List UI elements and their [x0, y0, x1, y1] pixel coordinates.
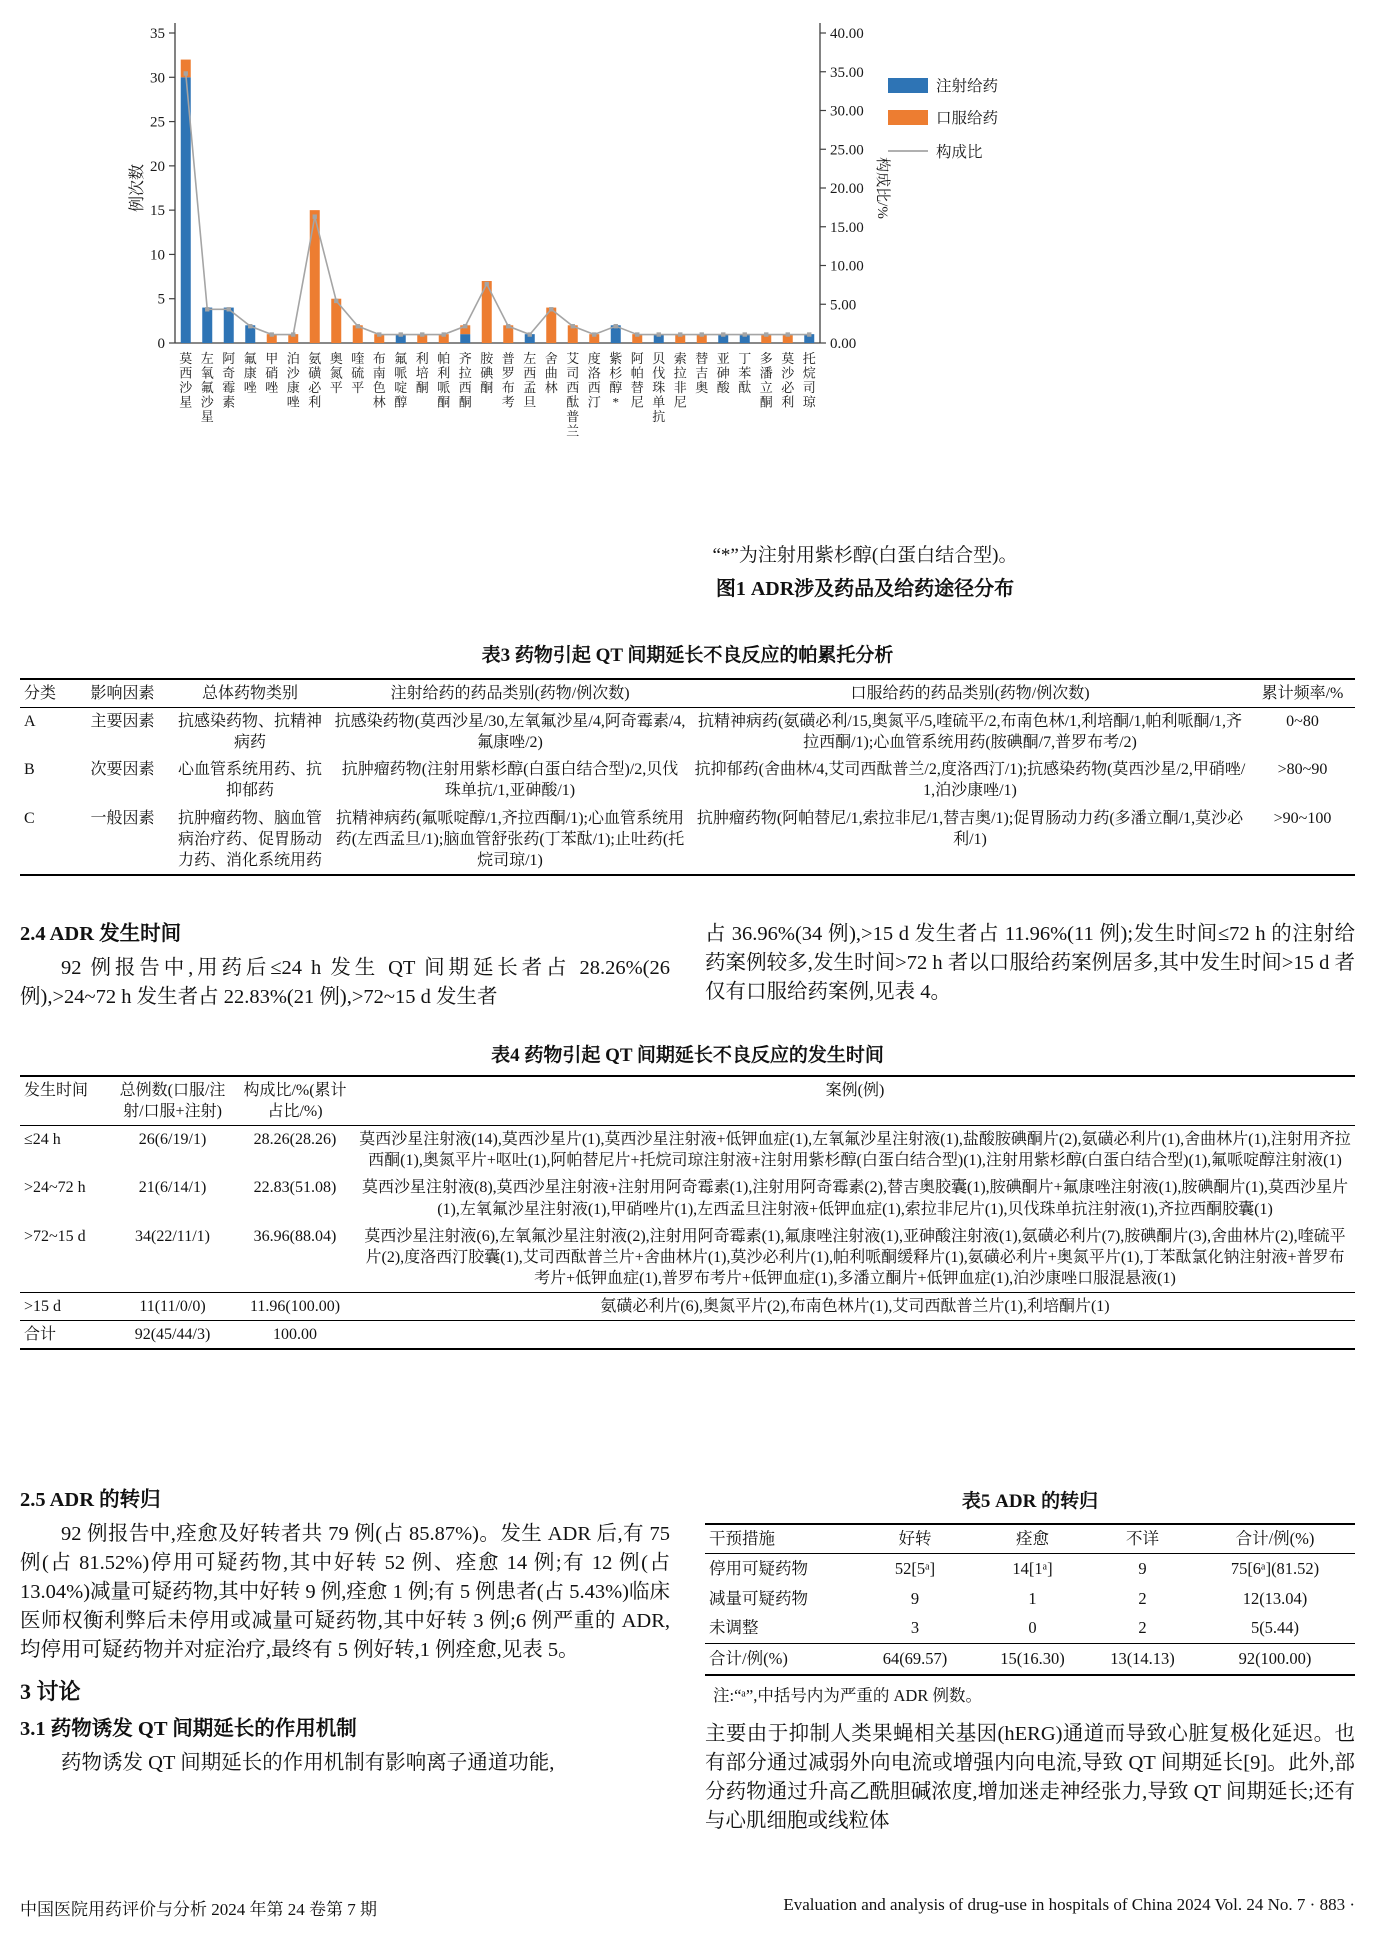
table-cell: 36.96(88.04)	[253, 1227, 337, 1245]
table5-outcome	[705, 1523, 1355, 1676]
table-cell: 减量可疑药物	[709, 1588, 808, 1608]
table-cell: 5(5.44)	[1250, 1618, 1300, 1638]
table-cell: 心血管系统用药、抗抑郁药	[177, 761, 322, 800]
table-cell: 主要因素	[90, 713, 155, 731]
svg-text:0.00: 0.00	[830, 336, 857, 352]
svg-text:氨磺必利: 氨磺必利	[308, 351, 322, 410]
table-row	[20, 708, 1355, 757]
table-cell: 停用可疑药物	[709, 1558, 808, 1578]
table-cell: ≤24 h	[24, 1131, 61, 1149]
table4-title: 表4 药物引起 QT 间期延长不良反应的发生时间	[491, 1045, 884, 1066]
table-cell: 0~80	[1286, 713, 1319, 731]
svg-text:索拉非尼: 索拉非尼	[673, 351, 687, 410]
adr-drug-route-chart	[0, 8, 1375, 523]
table-cell: 11.96(100.00)	[235, 1292, 355, 1320]
table-cell: >90~100	[1273, 809, 1332, 827]
legend-injection-swatch	[888, 78, 928, 93]
table-row	[20, 1174, 1355, 1222]
table-cell: >72~15 d	[24, 1227, 86, 1245]
svg-text:氟康唑: 氟康唑	[243, 351, 257, 395]
table-cell: 2	[1138, 1618, 1147, 1638]
table-cell: 21(6/14/1)	[138, 1179, 207, 1197]
column-header: 分类	[20, 679, 75, 708]
svg-text:阿奇霉素: 阿奇霉素	[222, 351, 236, 410]
table-cell: 22.83(51.08)	[253, 1179, 337, 1197]
table-cell: 28.26(28.26)	[253, 1131, 337, 1149]
column-header: 注射给药的药品类别(药物/例次数)	[330, 679, 690, 708]
table-cell: 92(45/44/3)	[110, 1321, 235, 1350]
svg-text:0: 0	[157, 336, 165, 352]
table-cell: 75[6ᵃ](81.52)	[1230, 1558, 1320, 1578]
svg-text:20: 20	[150, 158, 165, 175]
table-cell: 92(100.00)	[1195, 1644, 1355, 1675]
pareto-chart-svg	[0, 8, 1375, 523]
svg-text:替吉奥: 替吉奥	[695, 351, 709, 395]
paragraph: 主要由于抑制人类果蝇相关基因(hERG)通道而导致心脏复极化延迟。也有部分通过减弱外向电流或增强内向电流,导致 QT 间期延长[9]。此外,部分药物通过升高乙酰胆碱浓度,增加迷走神经张力,导致 QT 间期延长;还有与心肌细胞或线粒体	[705, 1722, 1355, 1833]
column-header: 不详	[1090, 1524, 1195, 1553]
svg-text:10: 10	[150, 247, 165, 264]
table-row	[20, 1223, 1355, 1293]
svg-text:多潘立酮: 多潘立酮	[759, 351, 773, 410]
table-cell: 抗肿瘤药物(注射用紫杉醇(白蛋白结合型)/2,贝伐珠单抗/1,亚砷酸/1)	[341, 761, 679, 800]
svg-text:5.00: 5.00	[830, 297, 857, 314]
svg-text:莫西沙星: 莫西沙星	[179, 351, 193, 410]
table-header-row	[20, 1076, 1355, 1126]
svg-text:泊沙康唑: 泊沙康唑	[286, 351, 300, 410]
table-cell: A	[24, 713, 36, 731]
svg-text:帕利哌酮: 帕利哌酮	[437, 351, 451, 410]
table-cell: 14[1ᵃ]	[1012, 1558, 1053, 1578]
svg-text:贝伐珠单抗: 贝伐珠单抗	[652, 351, 666, 424]
legend-oral-swatch	[888, 110, 928, 125]
table-cell: 一般因素	[90, 809, 155, 827]
column-header: 累计频率/%	[1250, 679, 1355, 708]
table-cell: 合计/例(%)	[705, 1644, 855, 1675]
table-cell: 抗肿瘤药物、脑血管病治疗药、促胃肠动力药、消化系统用药	[177, 809, 322, 869]
table-cell: >80~90	[1277, 761, 1328, 779]
table-cell: >24~72 h	[24, 1179, 86, 1197]
svg-text:利培酮: 利培酮	[415, 351, 429, 395]
column-header: 痊愈	[975, 1524, 1090, 1553]
svg-text:亚砷酸: 亚砷酸	[716, 351, 730, 395]
table-row	[20, 1292, 1355, 1320]
column-header: 发生时间	[20, 1076, 110, 1126]
table-cell: 莫西沙星注射液(6),左氧氟沙星注射液(2),注射用阿奇霉素(1),氟康唑注射液(1),亚砷酸注射液(1),氨磺必利片(7),胺碘酮片(3),舍曲林片(2),喹硫平片(2),度洛西汀胶囊(1),艾司西酞普兰片+舍曲林片(1),莫沙必利片(1),帕利哌酮缓释片(1),氨磺必利片+奥氮平片(1),丁苯酞氯化钠注射液+普罗布考片+低钾血症(1),普罗布考片+低钾血症(1),多潘立酮片+低钾血症(1),泊沙康唑口服混悬液(1)	[364, 1227, 1346, 1287]
column-header: 好转	[855, 1524, 975, 1553]
svg-text:阿帕替尼: 阿帕替尼	[630, 351, 644, 410]
table-cell: 12(13.04)	[1242, 1588, 1308, 1608]
svg-text:20.00: 20.00	[830, 181, 864, 197]
column-header: 口服给药的药品类别(药物/例次数)	[690, 679, 1250, 708]
figure-note: “*”为注射用紫杉醇(白蛋白结合型)。	[712, 545, 1018, 566]
table-header-row	[20, 679, 1355, 708]
page-footer	[20, 1895, 1355, 1920]
figure-title: 图1 ADR涉及药品及给药途径分布	[715, 578, 1015, 600]
table-row-total	[705, 1644, 1355, 1675]
table-cell: 抗抑郁药(舍曲林/4,艾司西酞普兰/2,度洛西汀/1);抗感染药物(莫西沙星/2,甲硝唑/1,泊沙康唑/1)	[694, 761, 1246, 800]
svg-text:15.00: 15.00	[830, 219, 864, 236]
footer-journal-en: Evaluation and analysis of drug-use in hospitals of China 2024 Vol. 24 No. 7 · 883 ·	[783, 1895, 1355, 1914]
table5-note: 注:“ᵃ”,中括号内为严重的 ADR 例数。	[713, 1685, 982, 1705]
column-header: 干预措施	[705, 1524, 855, 1553]
svg-text:10.00: 10.00	[830, 258, 864, 275]
table-cell: C	[24, 809, 35, 827]
svg-text:紫杉醇*: 紫杉醇*	[609, 351, 623, 410]
table3-title: 表3 药物引起 QT 间期延长不良反应的帕累托分析	[481, 645, 894, 666]
footer-journal-cn: 中国医院用药评价与分析 2024 年第 24 卷第 7 期	[20, 1900, 377, 1919]
table-row	[20, 805, 1355, 875]
table-cell: 2	[1138, 1588, 1147, 1608]
svg-text:30.00: 30.00	[830, 103, 864, 120]
table-cell: >15 d	[20, 1292, 110, 1320]
table-cell: 莫西沙星注射液(8),莫西沙星注射液+注射用阿奇霉素(1),注射用阿奇霉素(2),替吉奥胶囊(1),胺碘酮片+氟康唑注射液(1),胺碘酮片(1),莫西沙星片(1),左氧氟沙星注射液(1),甲硝唑片(1),左西孟旦注射液+低钾血症(1),索拉非尼片(1),贝伐珠单抗注射液(1),齐拉西酮胶囊(1)	[362, 1179, 1348, 1218]
svg-text:甲硝唑: 甲硝唑	[265, 351, 279, 395]
column-header: 总例数(口服/注射/口服+注射)	[110, 1076, 235, 1126]
table-cell: 抗肿瘤药物(阿帕替尼/1,索拉非尼/1,替吉奥/1);促胃肠动力药(多潘立酮/1,莫沙必利/1)	[696, 809, 1244, 848]
column-header: 合计/例(%)	[1195, 1524, 1355, 1553]
paragraph: 92 例报告中,用药后≤24 h 发生 QT 间期延长者占 28.26%(26 例),>24~72 h 发生者占 22.83%(21 例),>72~15 d 发生者	[20, 956, 670, 1008]
table-cell: B	[24, 761, 35, 779]
table4-onset-time	[20, 1075, 1355, 1350]
paragraph: 92 例报告中,痊愈及好转者共 79 例(占 85.87%)。发生 ADR 后,有 75 例(占 81.52%)停用可疑药物,其中好转 52 例、痊愈 14 例;有 12 例(占 13.04%)减量可疑药物,其中好转 9 例,痊愈 1 例;有 5 例患者(占 5.43%)临床医师权衡利弊后未停用或减量可疑药物,其中好转 3 例;6 例严重的 ADR,均停用可疑药物并对症治疗,最终有 5 例好转,1 例痊愈,见表 5。	[20, 1522, 670, 1662]
paragraph: 占 36.96%(34 例),>15 d 发生者占 11.96%(11 例);发生时间≤72 h 的注射给药案例较多,发生时间>72 h 者以口服给药案例居多,其中发生时间>15 d 者仅有口服给药案例,见表 4。	[705, 923, 1355, 1004]
svg-text:30: 30	[150, 70, 165, 87]
table-cell: 未调整	[709, 1618, 759, 1638]
table-cell: 100.00	[235, 1321, 355, 1350]
svg-text:5: 5	[157, 291, 165, 308]
table-cell: 氨磺必利片(6),奥氮平片(2),布南色林片(1),艾司西酞普兰片(1),利培酮片(1)	[355, 1292, 1355, 1320]
table-cell: 抗精神病药(氟哌啶醇/1,齐拉西酮/1);心血管系统用药(左西孟旦/1);脑血管舒张药(丁苯酞/1);止吐药(托烷司琼/1)	[335, 809, 685, 869]
table5-title: 表5 ADR 的转归	[961, 1491, 1099, 1512]
table-cell: 52[5ᵃ]	[894, 1558, 936, 1578]
svg-text:布南色林: 布南色林	[372, 351, 386, 410]
table-cell: 抗精神病药(氨磺必利/15,奥氮平/5,喹硫平/2,布南色林/1,利培酮/1,帕利哌酮/1,齐拉西酮/1);心血管系统用药(胺碘酮/7,普罗布考/2)	[697, 713, 1242, 752]
svg-text:构成比/%: 构成比/%	[874, 157, 890, 219]
svg-text:艾司西酞普兰: 艾司西酞普兰	[566, 351, 580, 439]
svg-text:例次数: 例次数	[129, 163, 146, 213]
svg-text:左西孟旦: 左西孟旦	[523, 351, 537, 410]
svg-text:托烷司琼: 托烷司琼	[802, 351, 816, 410]
section-heading: 2.5 ADR 的转归	[20, 1489, 161, 1511]
table-cell: 1	[1028, 1588, 1037, 1608]
table-row-total	[20, 1321, 1355, 1350]
table-row	[705, 1613, 1355, 1643]
svg-text:35: 35	[150, 26, 165, 42]
svg-text:度洛西汀: 度洛西汀	[587, 351, 601, 410]
table-cell: 9	[1138, 1558, 1147, 1578]
table-cell: 3	[910, 1618, 920, 1638]
column-header: 构成比/%(累计占比/%)	[235, 1076, 355, 1126]
table-row	[20, 756, 1355, 804]
section-2-4	[20, 920, 1355, 1012]
table-row	[20, 1126, 1355, 1175]
svg-text:舍曲林: 舍曲林	[544, 351, 558, 395]
table-cell: 64(69.57)	[855, 1644, 975, 1675]
paragraph: 药物诱发 QT 间期延长的作用机制有影响离子通道功能,	[61, 1751, 555, 1774]
svg-text:胺碘酮: 胺碘酮	[480, 351, 494, 395]
section-heading: 2.4 ADR 发生时间	[20, 923, 182, 945]
svg-text:15: 15	[150, 203, 165, 220]
svg-text:构成比: 构成比	[936, 144, 983, 161]
table-row	[705, 1584, 1355, 1614]
table-cell: 次要因素	[90, 761, 155, 779]
table-cell	[355, 1321, 1355, 1350]
table-header-row	[705, 1524, 1355, 1553]
table-cell: 莫西沙星注射液(14),莫西沙星片(1),莫西沙星注射液+低钾血症(1),左氧氟沙星注射液(1),盐酸胺碘酮片(2),氨磺必利片(1),舍曲林片(1),注射用齐拉西酮(1),奥氮平片+呕吐(1),阿帕替尼片+托烷司琼注射液+注射用紫杉醇(白蛋白结合型)(1),注射用紫杉醇(白蛋白结合型)(1),氟哌啶醇注射液(1)	[359, 1131, 1351, 1170]
svg-text:35.00: 35.00	[830, 64, 864, 81]
svg-text:普罗布考: 普罗布考	[501, 351, 515, 410]
table-cell: 抗感染药物、抗精神病药	[177, 713, 322, 752]
table-cell: 9	[910, 1588, 920, 1608]
table-cell: 抗感染药物(莫西沙星/30,左氧氟沙星/4,阿奇霉素/4,氟康唑/2)	[334, 713, 686, 752]
table-cell: 13(14.13)	[1090, 1644, 1195, 1675]
svg-text:氟哌啶醇: 氟哌啶醇	[394, 351, 408, 410]
table-row	[705, 1553, 1355, 1583]
svg-text:注射给药: 注射给药	[936, 78, 999, 95]
svg-text:25.00: 25.00	[830, 142, 864, 159]
table-cell: 15(16.30)	[975, 1644, 1090, 1675]
section-heading: 3.1 药物诱发 QT 间期延长的作用机制	[20, 1717, 357, 1740]
section-2-5	[20, 1486, 1355, 1836]
table-cell: 34(22/11/1)	[135, 1227, 210, 1245]
svg-text:齐拉西酮: 齐拉西酮	[458, 351, 472, 410]
column-header: 总体药物类别	[170, 679, 330, 708]
svg-text:奥氮平: 奥氮平	[329, 351, 343, 395]
table-cell: 0	[1028, 1618, 1037, 1638]
svg-text:口服给药: 口服给药	[936, 110, 999, 127]
svg-text:莫沙必利: 莫沙必利	[781, 351, 795, 410]
table3-pareto	[20, 678, 1355, 876]
svg-text:40.00: 40.00	[830, 26, 864, 42]
column-header: 影响因素	[75, 679, 170, 708]
table-cell: 合计	[20, 1321, 110, 1350]
svg-text:左氧氟沙星: 左氧氟沙星	[200, 351, 214, 424]
table-cell: 26(6/19/1)	[138, 1131, 207, 1149]
column-header: 案例(例)	[355, 1076, 1355, 1126]
table-cell: 11(11/0/0)	[110, 1292, 235, 1320]
svg-text:丁苯酞: 丁苯酞	[738, 351, 752, 395]
svg-text:25: 25	[150, 114, 165, 131]
svg-text:喹硫平: 喹硫平	[351, 351, 365, 395]
section-heading: 3 讨论	[20, 1679, 81, 1705]
